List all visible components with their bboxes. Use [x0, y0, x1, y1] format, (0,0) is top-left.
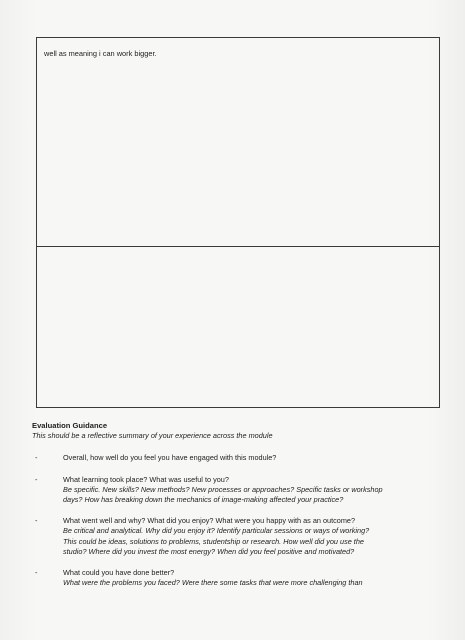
guidance-detail-line: days? How has breaking down the mechanics of image-making affected your practice?: [63, 495, 344, 505]
guidance-question: What went well and why? What did you enjoy? What were you happy with as an outcome?: [63, 516, 356, 526]
bullet-dash: -: [35, 474, 38, 484]
guidance-detail-line: studio? Where did you invest the most energy? When did you feel positive and motivated?: [63, 546, 355, 556]
guidance-subtitle: This should be a reflective summary of your experience across the module: [32, 431, 273, 441]
guidance-item: [32, 516, 452, 557]
guidance-title: Evaluation Guidance: [32, 421, 108, 430]
guidance-item: [32, 568, 452, 588]
guidance-item: [32, 453, 452, 463]
guidance-detail-line: What were the problems you faced? Were there some tasks that were more challenging than: [63, 578, 363, 588]
guidance-question: What could you have done better?: [63, 568, 175, 578]
table-divider: [37, 246, 439, 247]
guidance-question: Overall, how well do you feel you have engaged with this module?: [63, 453, 277, 463]
guidance-detail-line: This could be ideas, solutions to problems, studentship or research. How well did you use the: [63, 536, 364, 546]
guidance-detail-line: Be critical and analytical. Why did you enjoy it? Identify particular sessions or ways of working?: [63, 526, 370, 536]
guidance-item: [32, 475, 452, 506]
bullet-dash: -: [35, 453, 38, 463]
table-cell-text: well as meaning i can work bigger.: [44, 49, 157, 58]
evaluation-table: [36, 37, 440, 408]
evaluation-guidance: [32, 421, 452, 588]
guidance-detail-line: Be specific. New skills? New methods? New processes or approaches? Specific tasks or workshop: [63, 484, 383, 494]
bullet-dash: -: [35, 516, 38, 526]
bullet-dash: -: [35, 568, 38, 578]
guidance-question: What learning took place? What was useful to you?: [63, 474, 229, 484]
